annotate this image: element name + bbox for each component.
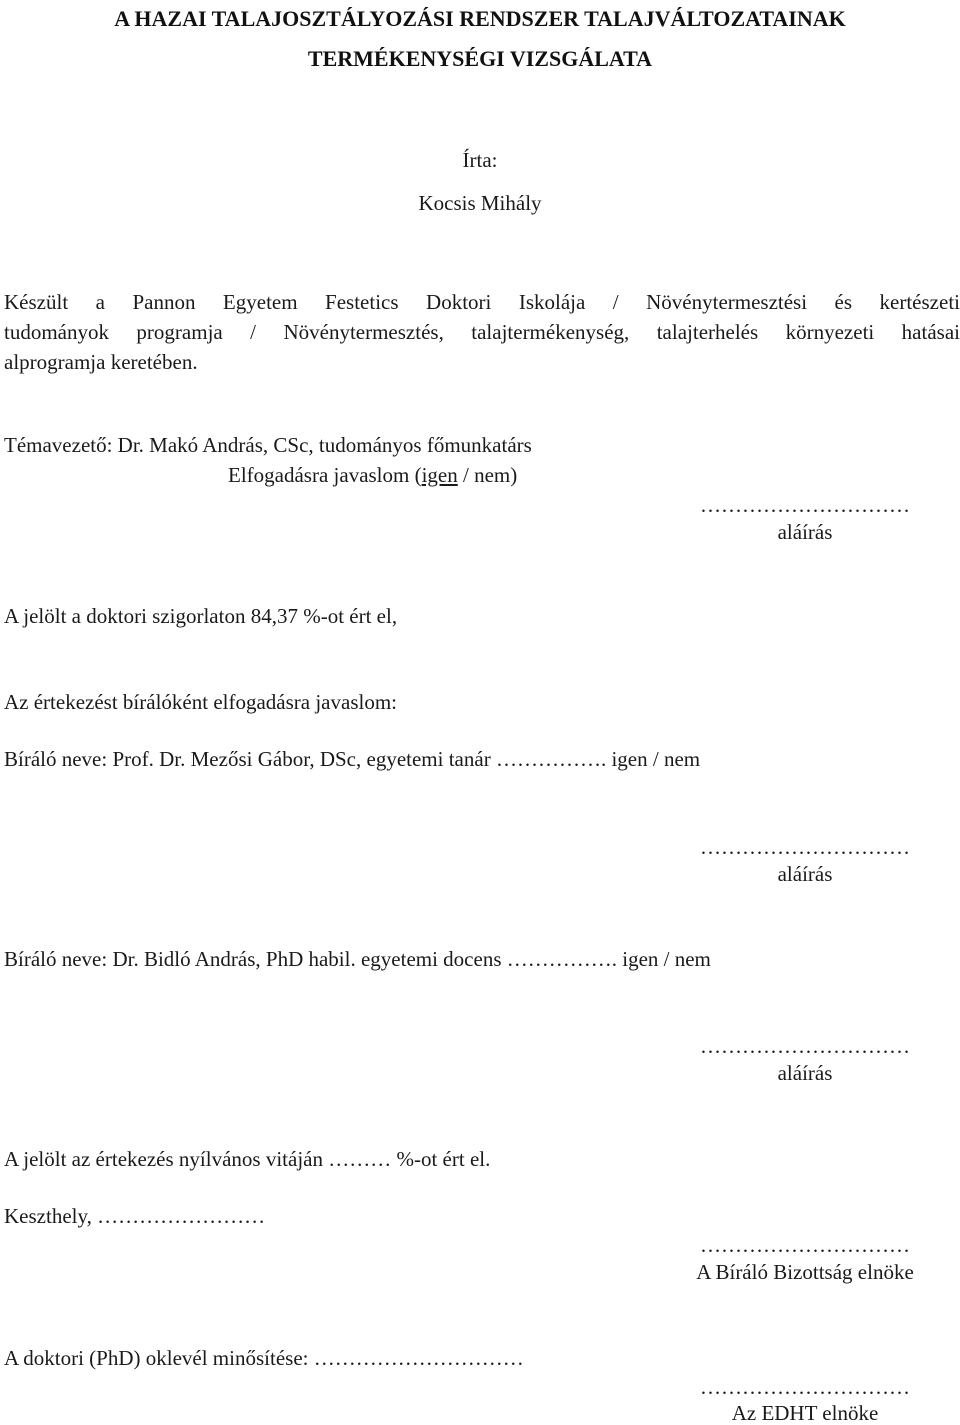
supervisor-signature-label: aláírás xyxy=(777,520,833,544)
intro-line-2: tudományok programja / Növénytermesztés, talajtermékenység, talajterhelés környezeti hatásai xyxy=(4,320,960,344)
diploma-label: A doktori (PhD) oklevél minősítése: xyxy=(4,1346,309,1370)
document-title-line-1: A HAZAI TALAJOSZTÁLYOZÁSI RENDSZER TALAJVÁLTOZATAINAK xyxy=(114,6,846,31)
reviewer-2-dots: ……………. xyxy=(506,947,617,971)
exam-result: A jelölt a doktori szigorlaton 84,37 %-ot ért el, xyxy=(4,604,398,628)
reviewer-1-signature-line: ………………………… xyxy=(700,835,910,859)
committee-signature-line: ………………………… xyxy=(700,1233,910,1257)
defense-prefix: A jelölt az értekezés nyílvános vitáján xyxy=(4,1147,323,1171)
edht-signature-line: ………………………… xyxy=(700,1375,910,1399)
recommendation-prefix: Elfogadásra javaslom ( xyxy=(228,463,422,487)
reviewer-intro: Az értekezést bírálóként elfogadásra javaslom: xyxy=(4,690,397,714)
supervisor-line: Témavezető: Dr. Makó András, CSc, tudományos főmunkatárs xyxy=(4,433,532,457)
place-dots: …………………… xyxy=(97,1204,266,1228)
reviewer-2-signature-label: aláírás xyxy=(777,1061,833,1085)
reviewer-1-line xyxy=(4,749,700,770)
defense-suffix: %-ot ért el. xyxy=(396,1147,491,1171)
reviewer-2-choice: igen / nem xyxy=(622,947,711,971)
intro-line-1: Készült a Pannon Egyetem Festetics Doktori Iskolája / Növénytermesztési és kertészeti xyxy=(4,290,960,314)
diploma-rating-line xyxy=(4,1348,524,1369)
recommendation-yes: igen xyxy=(421,463,458,487)
reviewer-2-name: Bíráló neve: Dr. Bidló András, PhD habil. egyetemi docens xyxy=(4,947,502,971)
reviewer-1-name: Bíráló neve: Prof. Dr. Mezősi Gábor, DSc, egyetemi tanár xyxy=(4,747,491,771)
author-name: Kocsis Mihály xyxy=(418,191,542,215)
reviewer-1-dots: ……………. xyxy=(495,747,607,771)
reviewer-1-choice: igen / nem xyxy=(611,747,701,771)
reviewer-2-line xyxy=(4,949,711,970)
defense-dots: ……… xyxy=(328,1147,392,1171)
supervisor-signature-line: ………………………… xyxy=(700,493,910,517)
intro-line-3: alprogramja keretében. xyxy=(4,350,198,374)
document-title-line-2: TERMÉKENYSÉGI VIZSGÁLATA xyxy=(307,46,653,71)
supervisor-recommendation xyxy=(228,465,517,486)
edht-chair-label: Az EDHT elnöke xyxy=(731,1401,879,1425)
written-by-label: Írta: xyxy=(462,148,498,172)
committee-chair-label: A Bíráló Bizottság elnöke xyxy=(696,1260,914,1284)
reviewer-1-signature-label: aláírás xyxy=(777,862,833,886)
place-label: Keszthely, xyxy=(4,1204,92,1228)
defense-result xyxy=(4,1149,490,1170)
place-date-line xyxy=(4,1206,265,1227)
reviewer-2-signature-line: ………………………… xyxy=(700,1034,910,1058)
diploma-dots: ………………………… xyxy=(313,1346,524,1370)
recommendation-suffix: / nem) xyxy=(457,463,518,487)
